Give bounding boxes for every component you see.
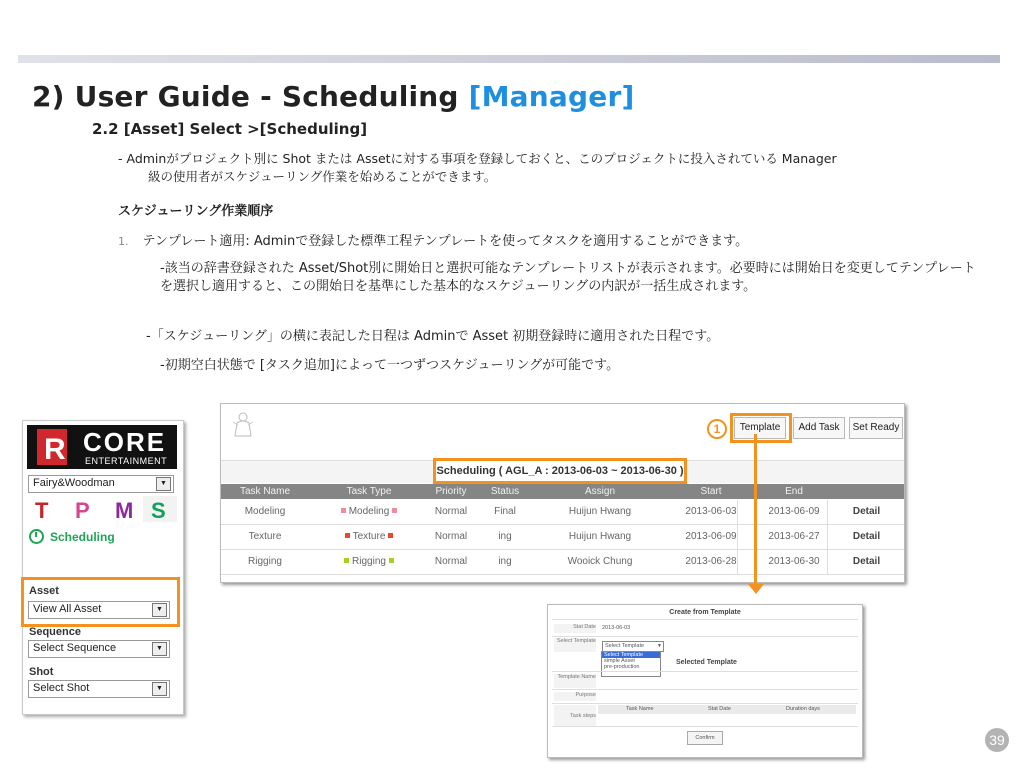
logo-entertainment: ENTERTAINMENT	[85, 456, 168, 466]
sequence-label: Sequence	[29, 626, 81, 638]
clock-icon	[29, 529, 44, 544]
task-table-header	[221, 484, 904, 499]
table-row[interactable]	[221, 550, 904, 575]
divider	[552, 726, 858, 727]
tab-m[interactable]: M	[115, 498, 134, 523]
item-number: 1.	[118, 235, 129, 248]
col-task-name: Task Name	[239, 486, 290, 497]
item-text: テンプレート適用: Adminで登録した標準工程テンプレートを使ってタスクを適用することができます。	[142, 234, 749, 249]
arrow-down-icon	[748, 584, 764, 594]
logo-core: CORE	[83, 427, 167, 457]
task-type-text: Rigging	[352, 556, 386, 567]
schedule-title: Scheduling ( AGL_A : 2013-06-03 ~ 2013-06-30 )	[433, 458, 687, 484]
col-start-date: Stat Date	[708, 706, 731, 712]
table-row[interactable]	[221, 500, 904, 525]
task-type-text: Modeling	[348, 506, 390, 517]
set-ready-button[interactable]: Set Ready	[849, 417, 903, 439]
task-type-cell	[309, 550, 429, 574]
col-start: Start	[700, 486, 722, 497]
assign-cell: Wooick Chung	[567, 556, 633, 567]
shot-select[interactable]	[28, 680, 170, 698]
dialog-title: Create from Template	[669, 609, 741, 616]
select-template-label: Select Template	[554, 638, 596, 652]
asset-select-value: View All Asset	[33, 603, 102, 615]
divider	[552, 703, 858, 704]
template-name-label: Template Name	[554, 674, 596, 688]
template-option[interactable]: simple Asset	[604, 658, 635, 664]
start-date-label: Stat Date	[554, 624, 596, 633]
template-options	[601, 651, 661, 677]
page-number: 39	[985, 728, 1009, 752]
page-title	[32, 80, 634, 113]
sequence-select-value: Select Sequence	[33, 642, 117, 654]
end-cell: 2013-06-27	[768, 531, 820, 542]
connector-line	[754, 434, 757, 586]
col-assign: Assign	[584, 486, 615, 497]
type-color-icon	[392, 508, 397, 513]
priority-cell: Normal	[434, 506, 468, 517]
chevron-down-icon[interactable]: ▼	[152, 642, 167, 656]
create-from-template-dialog	[547, 604, 863, 758]
detail-link[interactable]: Detail	[852, 556, 881, 567]
col-status: Status	[490, 486, 520, 497]
project-select-value: Fairy&Woodman	[33, 477, 115, 489]
task-type-cell	[309, 500, 429, 524]
column-divider	[737, 525, 738, 549]
scheduling-nav[interactable]	[29, 529, 115, 544]
column-divider	[737, 550, 738, 574]
task-type-cell	[309, 525, 429, 549]
col-task-name: Task Name	[626, 706, 654, 712]
template-button[interactable]: Template	[734, 417, 786, 439]
project-select[interactable]	[28, 475, 174, 493]
logo-r: R	[44, 433, 66, 466]
col-priority: Priority	[435, 486, 467, 497]
divider	[552, 689, 858, 690]
start-cell: 2013-06-09	[685, 531, 737, 542]
section-heading: スケジューリング作業順序	[118, 204, 274, 219]
paragraph-3: -初期空白状態で [タスク追加]によって一つずつスケジューリングが可能です。	[160, 358, 620, 373]
shot-select-value: Select Shot	[33, 682, 90, 694]
status-cell: Final	[494, 506, 516, 517]
table-row[interactable]	[221, 525, 904, 550]
template-option[interactable]: pre-production	[604, 664, 640, 670]
scheduling-window	[220, 403, 905, 583]
add-task-button[interactable]: Add Task	[793, 417, 845, 439]
start-date-value[interactable]: 2013-06-03	[602, 625, 631, 631]
start-cell: 2013-06-03	[685, 506, 737, 517]
chevron-down-icon[interactable]: ▼	[152, 682, 167, 696]
title-text: 2) User Guide - Scheduling	[32, 80, 469, 113]
shot-label: Shot	[29, 666, 54, 678]
scheduling-label: Scheduling	[50, 530, 115, 544]
left-panel	[22, 420, 184, 715]
tab-p[interactable]: P	[75, 498, 90, 523]
task-name-cell: Modeling	[244, 506, 286, 517]
sequence-select[interactable]	[28, 640, 170, 658]
task-steps-label: Task steps	[554, 705, 596, 727]
intro-bullet	[118, 150, 998, 186]
asset-label: Asset	[29, 585, 59, 597]
start-cell: 2013-06-28	[685, 556, 737, 567]
template-select-value: Select Template	[605, 643, 645, 649]
detail-link[interactable]: Detail	[852, 506, 881, 517]
core-logo	[27, 425, 177, 469]
tab-t[interactable]: T	[35, 498, 49, 523]
status-cell: ing	[498, 531, 512, 542]
task-name-cell: Texture	[248, 531, 282, 542]
status-cell: ing	[498, 556, 512, 567]
callout-number: 1	[707, 419, 727, 439]
purpose-label: Purpose	[554, 692, 596, 701]
col-end: End	[785, 486, 803, 497]
paragraph-2: -「スケジューリング」の横に表記した日程は Adminで Asset 初期登録時に適用された日程です。	[146, 329, 720, 344]
chevron-down-icon[interactable]: ▼	[657, 643, 662, 649]
detail-link[interactable]: Detail	[852, 531, 881, 542]
chevron-down-icon[interactable]: ▼	[152, 603, 167, 617]
fairy-woodman-icon	[231, 410, 255, 438]
divider	[552, 636, 858, 637]
title-accent: [Manager]	[468, 80, 635, 113]
intro-line-1: - Adminがプロジェクト別に Shot または Assetに対する事項を登録しておくと、このプロジェクトに投入されている Manager	[118, 151, 837, 166]
template-option[interactable]: Select Template	[602, 652, 660, 658]
col-task-type: Task Type	[346, 486, 392, 497]
numbered-item	[118, 230, 748, 249]
intro-line-2: 級の使用者がスケジューリング作業を始めることができます。	[148, 169, 497, 184]
assign-cell: Huijun Hwang	[568, 506, 632, 517]
chevron-down-icon[interactable]: ▼	[156, 477, 171, 491]
type-color-icon	[388, 533, 393, 538]
type-color-icon	[341, 508, 346, 513]
type-color-icon	[345, 533, 350, 538]
header-bar	[18, 55, 1000, 63]
task-steps-header	[598, 705, 856, 714]
task-name-cell: Rigging	[248, 556, 282, 567]
column-divider	[737, 500, 738, 524]
end-cell: 2013-06-30	[768, 556, 820, 567]
asset-highlight-box	[21, 577, 180, 627]
tab-s[interactable]: S	[151, 498, 166, 523]
type-color-icon	[389, 558, 394, 563]
paragraph-1: -該当の辞書登録された Asset/Shot別に開始日と選択可能なテンプレートリストが表示されます。必要時には開始日を変更してテンプレートを選択し適用すると、この開始日を基準にした基本的なスケジューリングの内訳が一括生成されます。	[160, 261, 976, 294]
confirm-button[interactable]: Confirm	[687, 731, 723, 745]
col-duration-days: Duration days	[786, 706, 820, 712]
selected-template-heading: Selected Template	[676, 659, 737, 666]
divider	[552, 619, 858, 620]
divider	[552, 671, 858, 672]
assign-cell: Huijun Hwang	[568, 531, 632, 542]
task-type-text: Texture	[352, 531, 386, 542]
priority-cell: Normal	[434, 531, 468, 542]
priority-cell: Normal	[434, 556, 468, 567]
type-color-icon	[344, 558, 349, 563]
page-subtitle: 2.2 [Asset] Select >[Scheduling]	[92, 120, 368, 138]
end-cell: 2013-06-09	[768, 506, 820, 517]
module-tabs	[29, 498, 177, 523]
